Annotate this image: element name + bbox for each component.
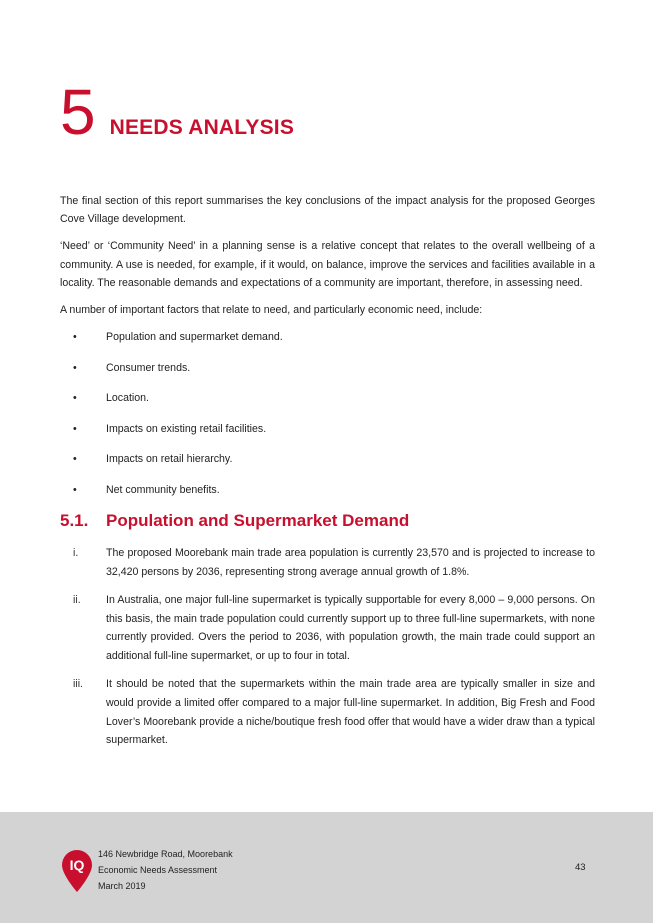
list-item: • Consumer trends. bbox=[60, 359, 595, 377]
bullet-icon: • bbox=[73, 483, 77, 496]
bullet-icon: • bbox=[73, 453, 77, 466]
list-item: ii. In Australia, one major full-line supermarket is typically supportable for every 8,000 – 9,000 persons. On this basis, the main trade population could currently support up to three full-line supermarkets, with none currently provided. Overs the period to 2036, with population growth, the main trade could support an additional full-line supermarket, or up to four in total. bbox=[60, 591, 595, 666]
list-item: iii. It should be noted that the supermarkets within the main trade area are typically smaller in size and would provide a limited offer compared to a major full-line supermarket. In addition, Big Fresh and Food Lover’s Moorebank provide a niche/boutique fresh food offer that would have a wider draw than a typical supermarket. bbox=[60, 675, 595, 750]
list-item: • Impacts on existing retail facilities. bbox=[60, 420, 595, 438]
bullet-icon: • bbox=[73, 361, 77, 374]
footer-details bbox=[98, 846, 233, 894]
intro-paragraph: The final section of this report summarises the key conclusions of the impact analysis for the proposed Georges Cove Village development. bbox=[60, 195, 595, 226]
need-definition-paragraph: ‘Need’ or ‘Community Need’ in a planning sense is a relative concept that relates to the overall wellbeing of a community. A use is needed, for example, if it would, on balance, improve the services and facilities available in a locality. The reasonable demands and expectations of a community are important, therefore, in assessing need. bbox=[60, 240, 595, 289]
list-item: • Location. bbox=[60, 389, 595, 407]
page-footer bbox=[0, 812, 653, 923]
list-item: • Population and supermarket demand. bbox=[60, 328, 595, 346]
chapter-title: NEEDS ANALYSIS bbox=[109, 116, 295, 139]
logo-text: IQ bbox=[69, 857, 85, 873]
iq-logo-icon bbox=[60, 849, 94, 893]
section-number: 5.1. bbox=[60, 511, 89, 531]
bullet-icon: • bbox=[73, 331, 77, 344]
bullet-icon: • bbox=[73, 392, 77, 405]
footer-report-title: Economic Needs Assessment bbox=[98, 865, 218, 875]
section-heading bbox=[60, 511, 595, 531]
item-number: iii. bbox=[73, 678, 84, 690]
factors-list bbox=[60, 328, 595, 499]
chapter-number: 5 bbox=[60, 76, 96, 148]
list-item: • Net community benefits. bbox=[60, 481, 595, 499]
section-title: Population and Supermarket Demand bbox=[106, 511, 410, 531]
factors-intro-paragraph: A number of important factors that relate to need, and particularly economic need, include: bbox=[60, 304, 483, 317]
page-number: 43 bbox=[575, 862, 586, 873]
list-item: i. The proposed Moorebank main trade area population is currently 23,570 and is projected to increase to 32,420 persons by 2036, representing strong average annual growth of 1.8%. bbox=[60, 544, 595, 582]
bullet-icon: • bbox=[73, 422, 77, 435]
item-number: i. bbox=[73, 547, 79, 560]
list-item: • Impacts on retail hierarchy. bbox=[60, 450, 595, 468]
footer-date: March 2019 bbox=[98, 881, 146, 891]
item-number: ii. bbox=[73, 593, 81, 606]
section-items-list bbox=[60, 544, 595, 750]
chapter-heading bbox=[60, 76, 295, 148]
body-content bbox=[60, 192, 595, 759]
footer-address: 146 Newbridge Road, Moorebank bbox=[98, 849, 233, 859]
